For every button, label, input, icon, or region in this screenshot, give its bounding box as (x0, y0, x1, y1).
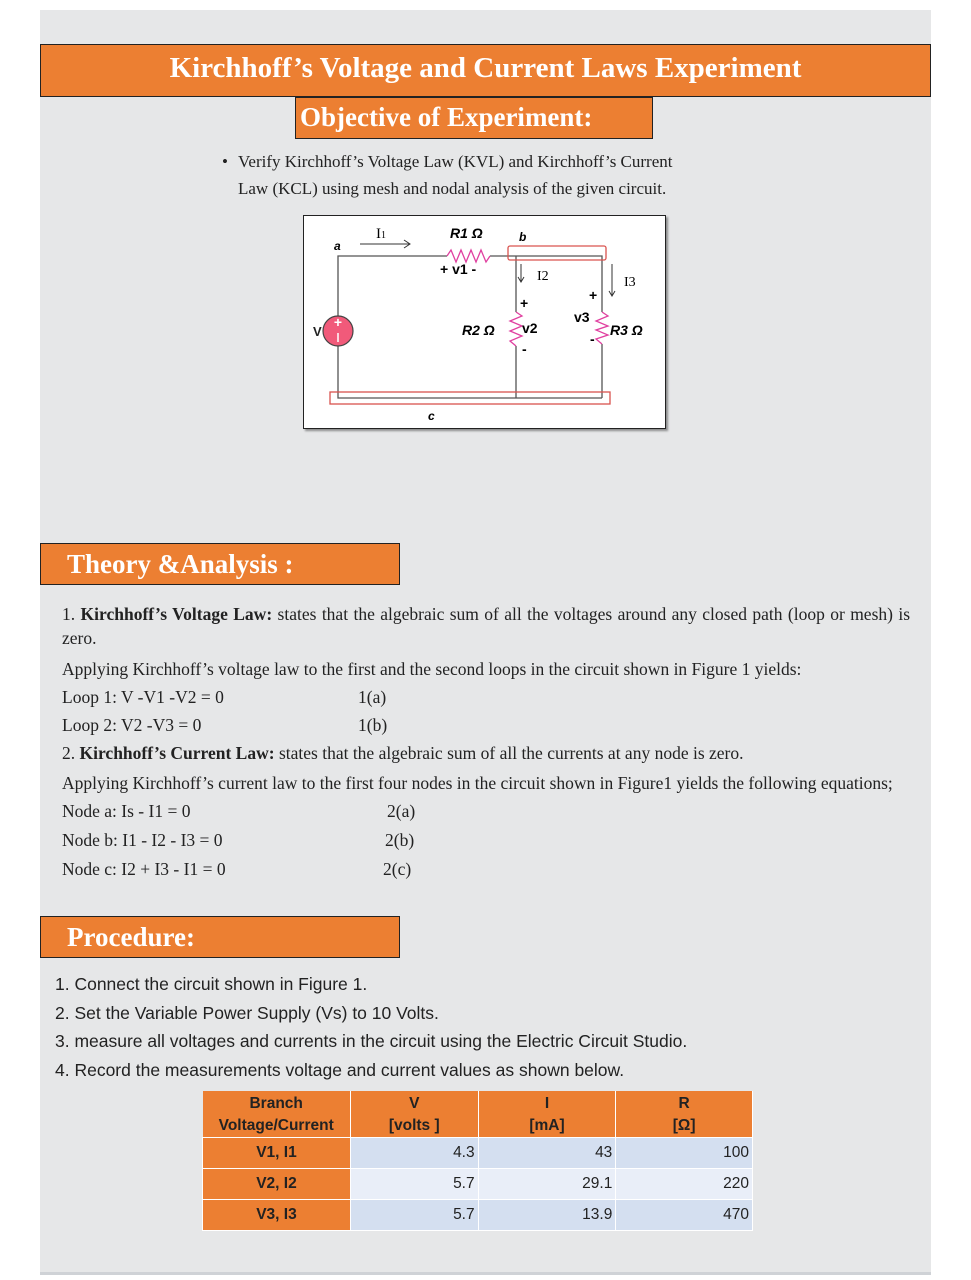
row-label: V2, I2 (203, 1169, 351, 1200)
kcl-number: 2. (62, 743, 76, 763)
objective-line-1: Verify Kirchhoff’s Voltage Law (KVL) and Kirchhoff’s Current (238, 152, 673, 171)
cell-resistance: 100 (616, 1138, 753, 1169)
procedure-step: 2. Set the Variable Power Supply (Vs) to 10 Volts. (55, 1002, 439, 1023)
cell-voltage: 5.7 (350, 1200, 478, 1231)
r3-label: R3 Ω (610, 322, 643, 338)
r3-resistor (596, 312, 608, 344)
source-label: V (313, 324, 322, 339)
table-row (203, 1138, 753, 1169)
node-a-label: a (334, 239, 341, 253)
v1-label: + v1 - (440, 261, 477, 277)
cell-voltage: 4.3 (350, 1138, 478, 1169)
header-branch (203, 1091, 351, 1138)
v2-label: v2 (522, 320, 538, 336)
node-b-highlight (508, 246, 606, 260)
kcl-paragraph (62, 739, 910, 767)
node-a-equation: Node a: Is - I1 = 0 (62, 801, 191, 821)
circuit-figure (303, 215, 666, 429)
cell-current: 29.1 (478, 1169, 616, 1200)
i2-label: I2 (537, 269, 549, 284)
kvl-apply: Applying Kirchhoff’s voltage law to the first and the second loops in the circuit shown in Figure 1 yields: (62, 659, 802, 679)
kvl-number: 1. (62, 604, 76, 624)
procedure-steps (55, 970, 687, 1084)
loop2-equation: Loop 2: V2 -V3 = 0 (62, 715, 202, 735)
header-voltage-bottom: [volts ] (388, 1117, 440, 1134)
table-row (203, 1200, 753, 1231)
header-current-bottom: [mA] (529, 1117, 565, 1134)
v3-plus: + (589, 287, 598, 303)
v2-plus: + (520, 295, 529, 311)
r1-label: R1 Ω (450, 225, 483, 241)
table-row (203, 1169, 753, 1200)
procedure-heading: Procedure: (40, 916, 400, 958)
objective-line-2: Law (KCL) using mesh and nodal analysis of the given circuit. (238, 179, 667, 198)
header-voltage (350, 1091, 478, 1138)
header-current (478, 1091, 616, 1138)
bullet-icon: • (222, 152, 228, 171)
page-bottom-divider (40, 1272, 931, 1275)
kvl-definition: states that the algebraic sum of all the voltages around any closed path (loop or mesh) is zero. (62, 604, 911, 648)
node-c-label: c (428, 409, 435, 423)
eq-row-node-a (62, 797, 910, 825)
row-label: V3, I3 (203, 1200, 351, 1231)
r2-resistor (510, 312, 522, 346)
header-resistance-top: R (678, 1095, 690, 1112)
i1-label: I1 (376, 226, 386, 242)
r2-label: R2 Ω (462, 322, 495, 338)
objective-bullet (222, 148, 782, 202)
procedure-step: 3. measure all voltages and currents in the circuit using the Electric Circuit Studio. (55, 1031, 688, 1051)
node-c-equation: Node c: I2 + I3 - I1 = 0 (62, 859, 226, 879)
v3-label: v3 (574, 309, 590, 325)
header-voltage-top: V (409, 1095, 420, 1112)
page-title: Kirchhoff’s Voltage and Current Laws Experiment (40, 44, 931, 97)
header-resistance-bottom: [Ω] (672, 1117, 696, 1134)
cell-resistance: 470 (616, 1200, 753, 1231)
cell-current: 13.9 (478, 1200, 616, 1231)
procedure-step: 4. Record the measurements voltage and current values as shown below. (55, 1059, 625, 1080)
kvl-paragraph (62, 602, 910, 650)
eq-row-node-b (62, 826, 910, 854)
header-branch-top: Branch (249, 1095, 303, 1112)
loop1-number: 1(a) (358, 687, 387, 707)
node-b-label: b (519, 230, 527, 244)
measurements-table (202, 1091, 753, 1231)
wire-top-left (338, 256, 447, 316)
header-resistance (616, 1091, 753, 1138)
eq-row-loop1 (62, 683, 910, 711)
cell-current: 43 (478, 1138, 616, 1169)
node-c-number: 2(c) (383, 859, 412, 879)
node-b-number: 2(b) (385, 830, 415, 850)
cell-voltage: 5.7 (350, 1169, 478, 1200)
kcl-definition: states that the algebraic sum of all the currents at any node is zero. (274, 743, 744, 763)
v3-minus: - (590, 331, 595, 347)
theory-heading: Theory &Analysis : (40, 543, 400, 585)
i3-label: I3 (624, 275, 636, 290)
loop2-number: 1(b) (358, 715, 388, 735)
wire-top-right (490, 256, 602, 312)
source-plus: + (333, 314, 343, 330)
objective-heading: Objective of Experiment: (295, 97, 653, 139)
kcl-term: Kirchhoff’s Current Law: (79, 743, 275, 763)
circuit-diagram (304, 216, 665, 428)
eq-row-loop2 (62, 711, 910, 739)
loop1-equation: Loop 1: V -V1 -V2 = 0 (62, 687, 224, 707)
theory-section (62, 602, 910, 883)
eq-row-node-c (62, 855, 910, 883)
header-branch-bottom: Voltage/Current (218, 1117, 334, 1134)
kcl-apply: Applying Kirchhoff’s current law to the first four nodes in the circuit shown in Figure1 yields the following equations; (62, 773, 893, 793)
procedure-step: 1. Connect the circuit shown in Figure 1. (55, 974, 368, 994)
node-a-number: 2(a) (387, 801, 416, 821)
v2-minus: - (522, 341, 527, 357)
row-label: V1, I1 (203, 1138, 351, 1169)
table-header-row (203, 1091, 753, 1138)
kvl-term: Kirchhoff’s Voltage Law: (80, 604, 273, 624)
wire-bottom (338, 346, 602, 398)
cell-resistance: 220 (616, 1169, 753, 1200)
header-current-top: I (544, 1095, 550, 1112)
node-b-equation: Node b: I1 - I2 - I3 = 0 (62, 830, 223, 850)
